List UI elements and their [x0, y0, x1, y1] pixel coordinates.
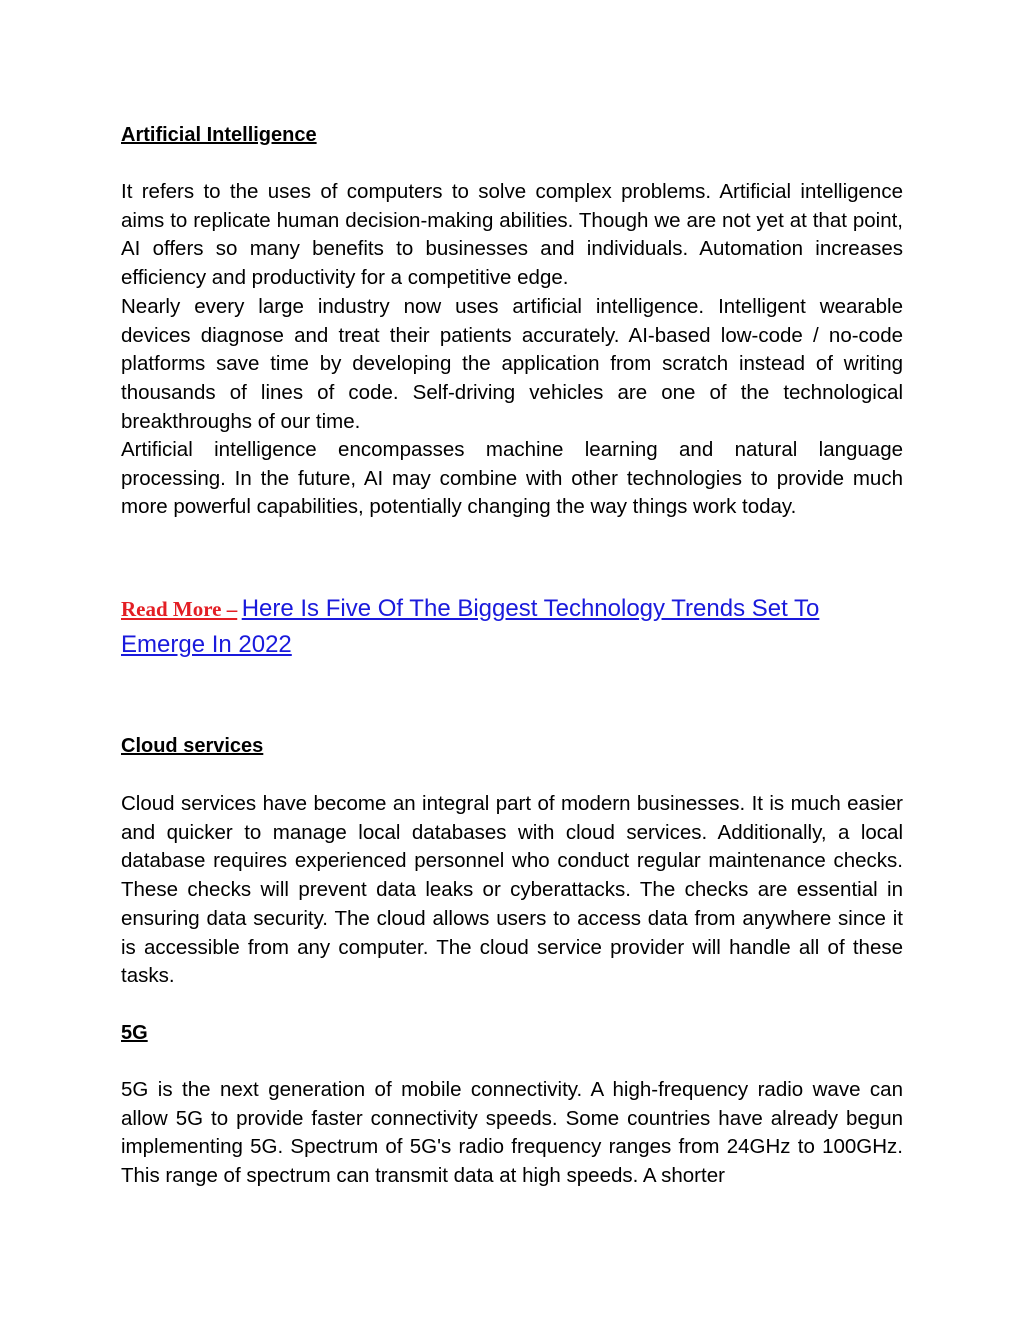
paragraph-cloud-1: Cloud services have become an integral part of modern businesses. It is much easier and quicker to manage local databases with cloud services. Additionally, a local database requires experienced personnel who conduct regular maintenance checks. These checks will prevent data leaks or cyberattacks. The checks are essential in ensuring data security. The cloud allows users to access data from anywhere since it is accessible from any computer. The cloud service provider will handle all of these tasks. — [121, 792, 903, 988]
section-heading-cloud: Cloud services — [121, 735, 264, 757]
paragraph-5g-1: 5G is the next generation of mobile connectivity. A high-frequency radio wave can allow 5G to provide faster connectivity speeds. Some countries have already begun implementing 5G. Spectrum of 5G's radio frequency ranges from 24GHz to 100GHz. This range of spectrum can transmit data at high speeds. A shorter — [121, 1078, 903, 1188]
section-heading-5g: 5G — [121, 1022, 148, 1044]
read-more-block — [121, 592, 903, 664]
read-more-label: Read More – — [121, 597, 238, 621]
section-heading-ai: Artificial Intelligence — [121, 124, 317, 146]
paragraph-ai-2: Nearly every large industry now uses artificial intelligence. Intelligent wearable devices diagnose and treat their patients accurately. AI-based low-code / no-code platforms save time by developing the application from scratch instead of writing thousands of lines of code. Self-driving vehicles are one of the technological breakthroughs of our time. — [121, 295, 903, 433]
paragraph-ai-3: Artificial intelligence encompasses machine learning and natural language processing. In the future, AI may combine with other technologies to provide much more powerful capabilities, potentially changing the way things work today. — [121, 438, 903, 519]
paragraph-ai-1: It refers to the uses of computers to solve complex problems. Artificial intelligence aims to replicate human decision-making abilities. Though we are not yet at that point, AI offers so many benefits to businesses and individuals. Automation increases efficiency and productivity for a competitive edge. — [121, 180, 903, 290]
read-more-link[interactable]: Here Is Five Of The Biggest Technology Trends Set To Emerge In 2022 — [121, 595, 820, 658]
